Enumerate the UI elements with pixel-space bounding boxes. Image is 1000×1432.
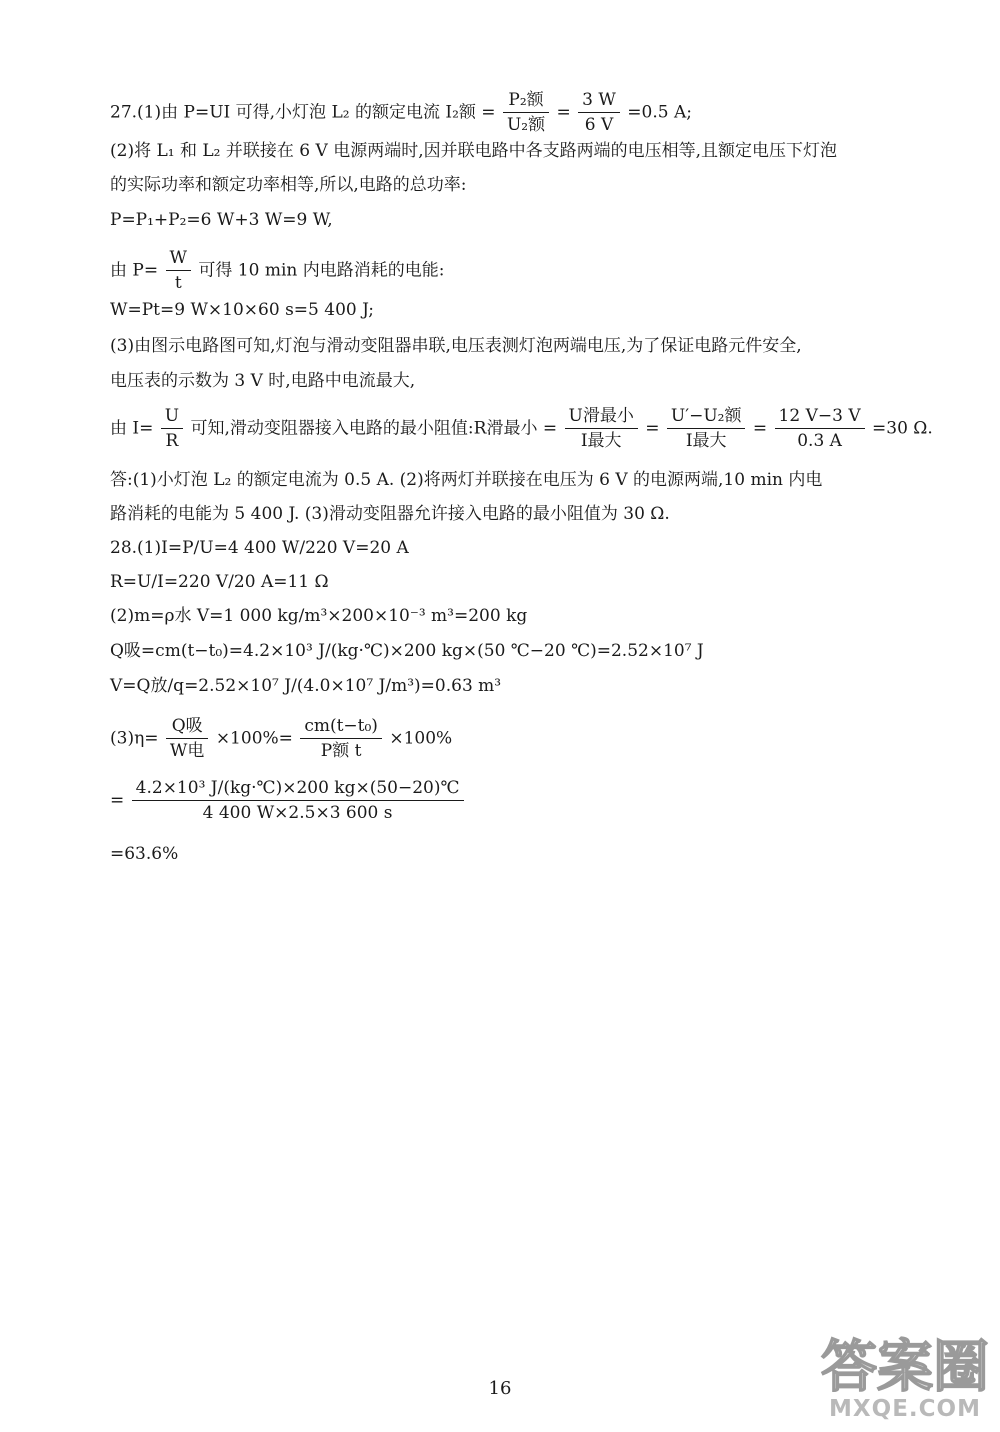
fraction-numerator: 4.2×10³ J/(kg·℃)×200 kg×(50−20)℃ xyxy=(132,778,464,801)
q28-current: 28.(1)I=P/U=4 400 W/220 V=20 A xyxy=(110,538,409,558)
q28-efficiency-substitution xyxy=(110,778,466,824)
voltage-difference-fraction xyxy=(667,406,746,452)
fraction-denominator: t xyxy=(174,273,182,294)
watermark-logo xyxy=(812,1326,998,1428)
q27-part1-intro: 27.(1)由 P=UI 可得,小灯泡 L₂ 的额定电流 I₂额 = xyxy=(110,102,496,123)
q27-part1-result: =0.5 A; xyxy=(627,102,692,123)
q28-heat-absorbed: Q吸=cm(t−t₀)=4.2×10³ J/(kg·℃)×200 kg×(50 ℃−20 ℃)=2.52×10⁷ J xyxy=(110,641,704,661)
rated-current-fraction xyxy=(503,90,549,136)
watermark-url: MXQE.COM xyxy=(829,1396,981,1422)
q27-answer-line1: 答:(1)小灯泡 L₂ 的额定电流为 0.5 A. (2)将两灯并联接在电压为 6 V 的电源两端,10 min 内电 xyxy=(110,470,823,490)
watermark-text: 答案圈 xyxy=(821,1335,989,1398)
ohm-law-fraction xyxy=(161,406,183,452)
q27-energy-result: W=Pt=9 W×10×60 s=5 400 J; xyxy=(110,300,374,320)
fraction-numerator: Q吸 xyxy=(166,716,208,739)
fraction-denominator: I最大 xyxy=(580,431,622,452)
fraction-numerator: 12 V−3 V xyxy=(775,406,865,429)
q27-part3-result: =30 Ω. xyxy=(872,418,933,439)
q27-part3-line2: 电压表的示数为 3 V 时,电路中电流最大, xyxy=(110,371,416,391)
fraction-numerator: W xyxy=(166,248,191,271)
formula-middle: ×100%= xyxy=(215,728,293,749)
fraction-numerator: U′−U₂额 xyxy=(667,406,746,429)
formula-suffix: ×100% xyxy=(389,728,453,749)
q27-energy-formula xyxy=(110,248,444,294)
values-fraction xyxy=(578,90,620,136)
expanded-ratio-fraction xyxy=(300,716,382,762)
fraction-denominator: 0.3 A xyxy=(797,431,842,452)
equals-sign: = xyxy=(110,790,125,811)
formula-prefix: 由 I= xyxy=(110,418,154,439)
q28-efficiency-result: =63.6% xyxy=(110,844,179,864)
q27-part2-line2: 的实际功率和额定功率相等,所以,电路的总功率: xyxy=(110,175,467,195)
q27-total-power: P=P₁+P₂=6 W+3 W=9 W, xyxy=(110,210,333,230)
watermark-text-graphic xyxy=(812,1326,998,1398)
fraction-denominator: I最大 xyxy=(685,431,727,452)
formula-prefix: (3)η= xyxy=(110,728,159,749)
fraction-numerator: cm(t−t₀) xyxy=(300,716,382,739)
numeric-fraction xyxy=(775,406,865,452)
fraction-denominator: P额 t xyxy=(320,741,362,762)
q27-part3-line1: (3)由图示电路图可知,灯泡与滑动变阻器串联,电压表测灯泡两端电压,为了保证电路元件安全, xyxy=(110,336,802,356)
fraction-denominator: 4 400 W×2.5×3 600 s xyxy=(202,803,393,824)
formula-prefix: 由 P= xyxy=(110,260,159,281)
q28-mass: (2)m=ρ水 V=1 000 kg/m³×200×10⁻³ m³=200 kg xyxy=(110,606,528,626)
power-fraction xyxy=(166,248,191,294)
equals-sign: = xyxy=(556,102,571,123)
q28-gas-volume: V=Q放/q=2.52×10⁷ J/(4.0×10⁷ J/m³)=0.63 m³ xyxy=(110,676,502,696)
heat-ratio-fraction xyxy=(166,716,208,762)
fraction-numerator: U滑最小 xyxy=(565,406,638,429)
formula-suffix: 可得 10 min 内电路消耗的电能: xyxy=(198,260,445,281)
fraction-numerator: 3 W xyxy=(578,90,620,113)
resistance-fraction xyxy=(565,406,638,452)
q27-part2-line1: (2)将 L₁ 和 L₂ 并联接在 6 V 电源两端时,因并联电路中各支路两端的电压相等,且额定电压下灯泡 xyxy=(110,141,838,161)
q28-efficiency-formula xyxy=(110,716,452,762)
formula-middle: 可知,滑动变阻器接入电路的最小阻值:R滑最小 = xyxy=(190,418,558,439)
q27-answer-line2: 路消耗的电能为 5 400 J. (3)滑动变阻器允许接入电路的最小阻值为 30 Ω. xyxy=(110,504,670,524)
equals-sign: = xyxy=(645,418,660,439)
q27-min-resistance xyxy=(110,406,933,452)
equals-sign: = xyxy=(752,418,768,439)
q27-part1 xyxy=(110,90,692,136)
substituted-values-fraction xyxy=(132,778,464,824)
fraction-denominator: 6 V xyxy=(584,115,614,136)
page-number: 16 xyxy=(488,1378,512,1399)
fraction-numerator: U xyxy=(161,406,183,429)
q28-resistance: R=U/I=220 V/20 A=11 Ω xyxy=(110,572,329,592)
fraction-denominator: W电 xyxy=(169,741,205,762)
fraction-numerator: P₂额 xyxy=(503,90,549,113)
fraction-denominator: R xyxy=(165,431,179,452)
fraction-denominator: U₂额 xyxy=(506,115,546,136)
